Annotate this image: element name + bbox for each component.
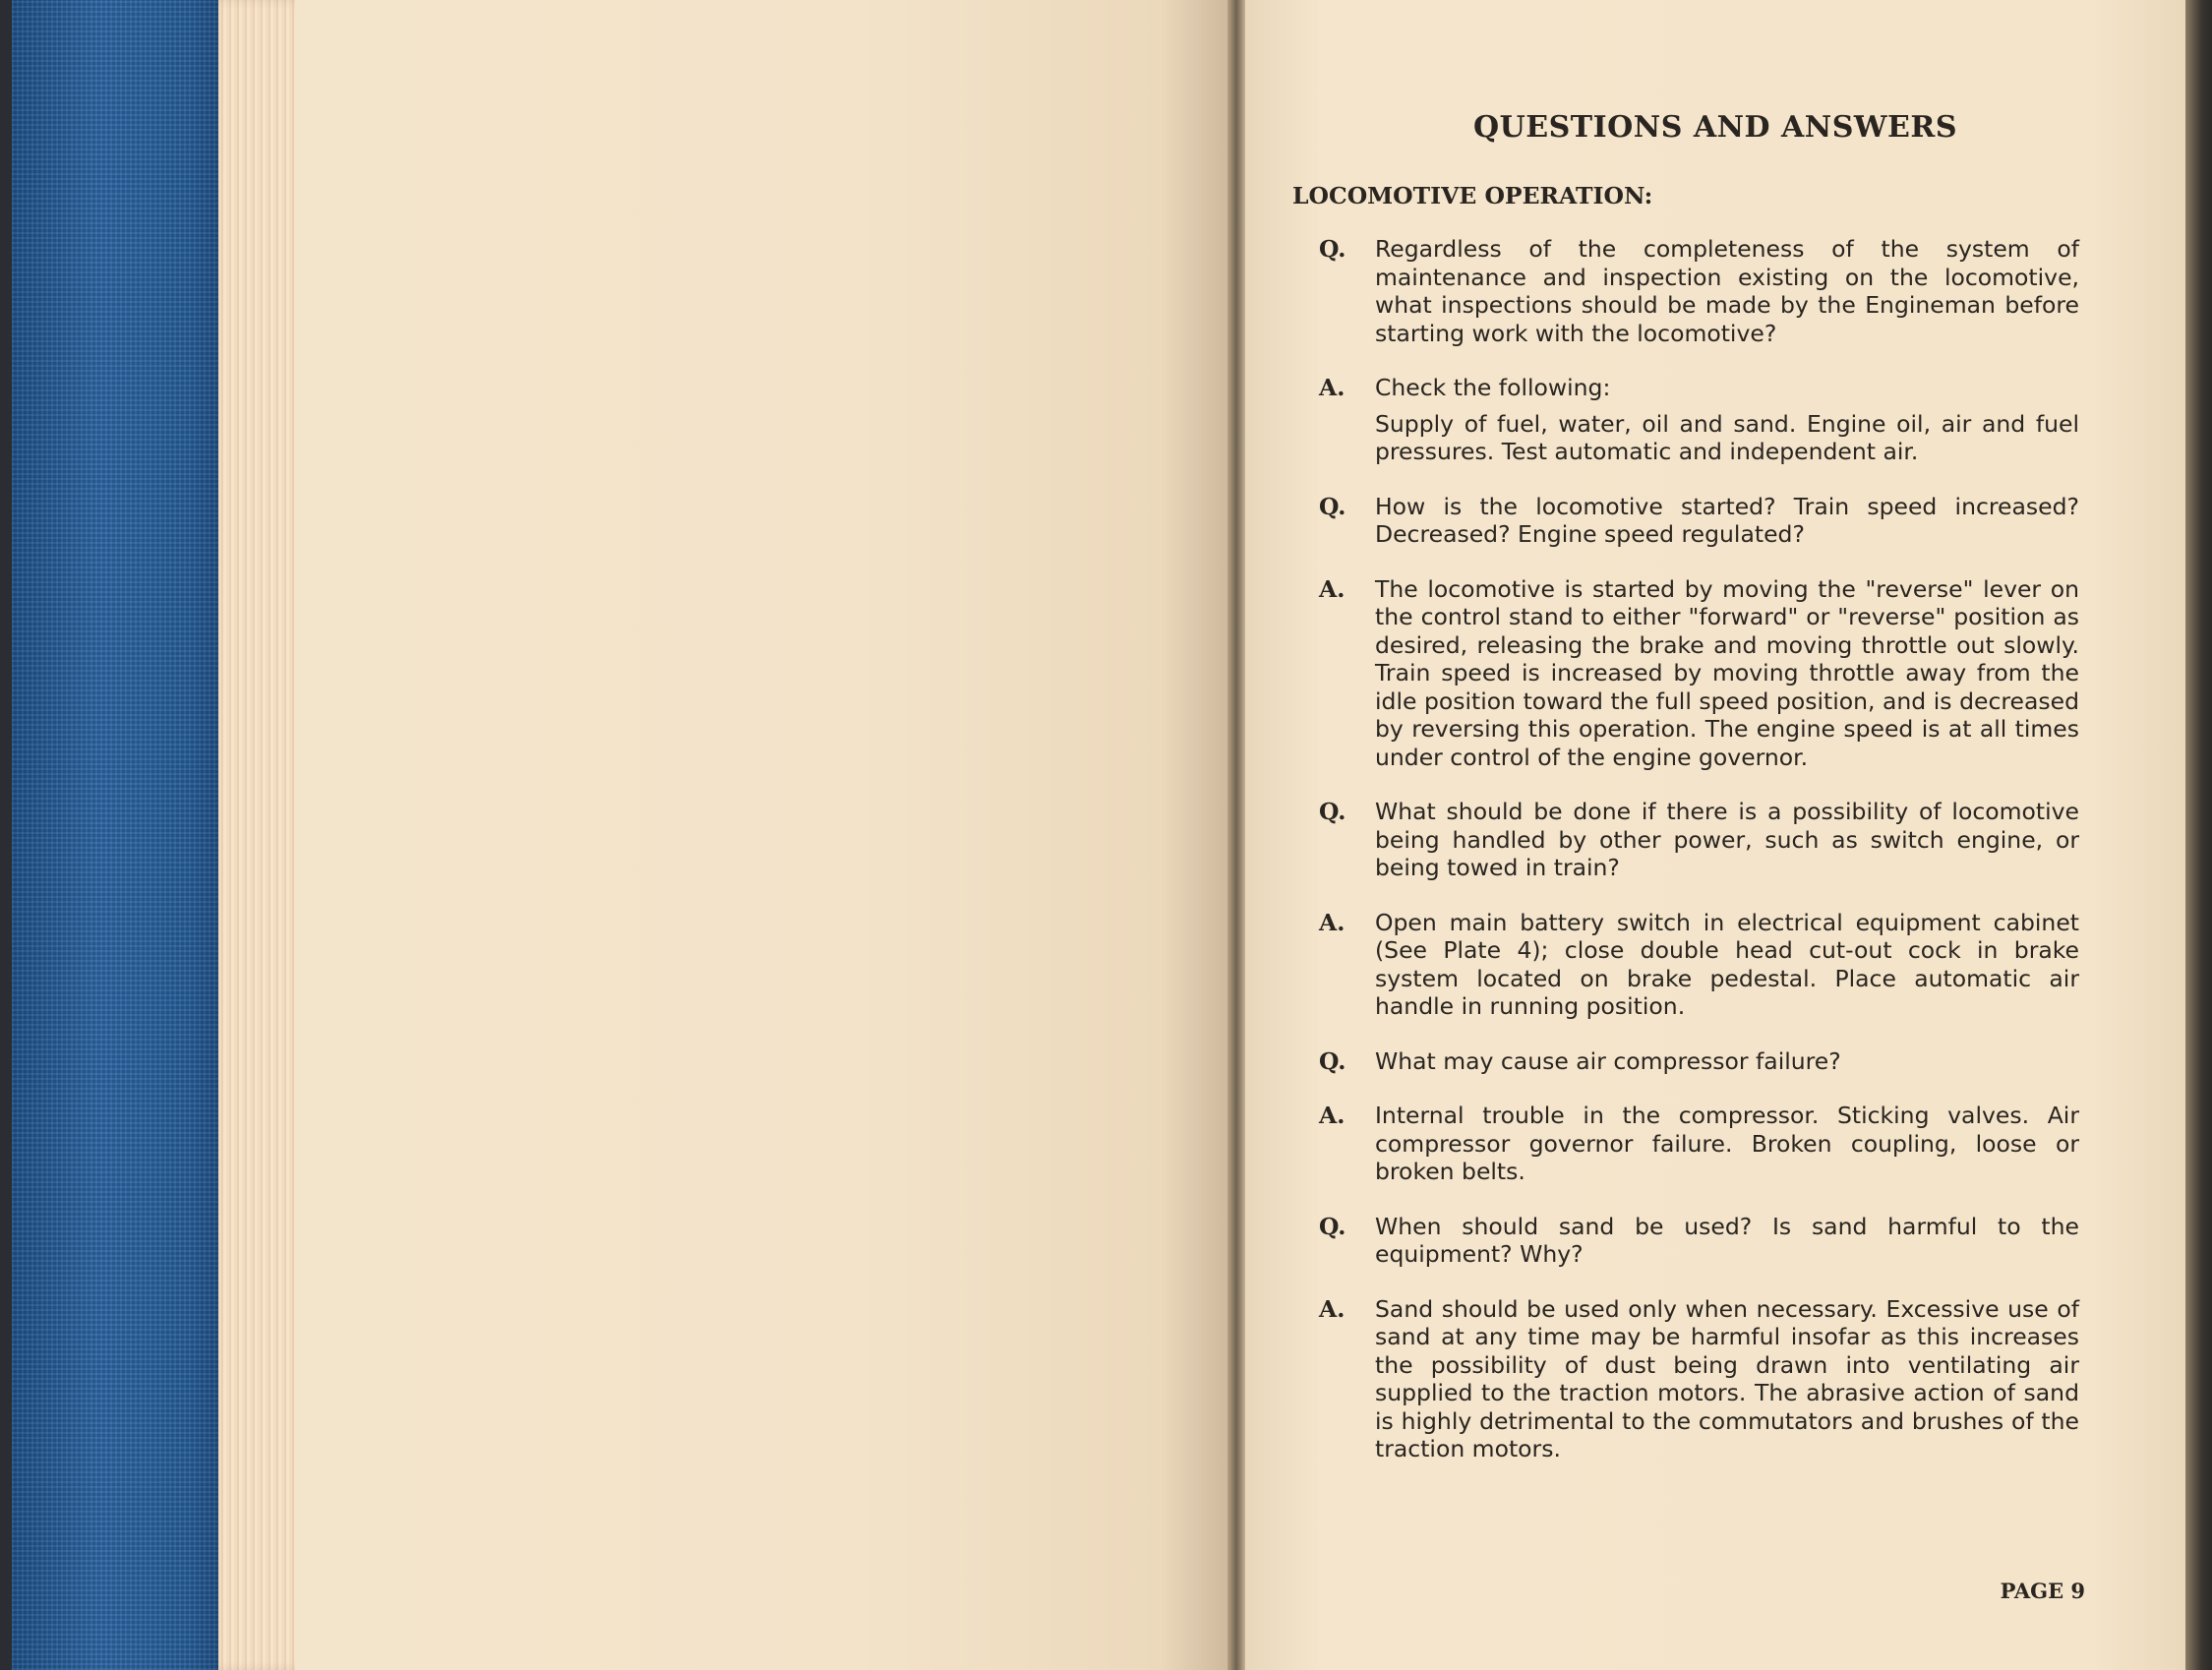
page-content bbox=[1292, 110, 2079, 1490]
qa-text bbox=[1375, 1102, 2079, 1186]
answer-item bbox=[1292, 1295, 2079, 1463]
question-item bbox=[1292, 235, 2079, 347]
qa-paragraph: How is the locomotive started? Train speed increased? Decreased? Engine speed regulated? bbox=[1375, 492, 2079, 548]
qa-paragraph: What may cause air compressor failure? bbox=[1375, 1046, 1841, 1075]
qa-marker: A. bbox=[1319, 574, 1345, 603]
qa-paragraph: Check the following: bbox=[1375, 374, 1611, 401]
question-item bbox=[1292, 1047, 2079, 1076]
qa-paragraph: When should sand be used? Is sand harmful to the equipment? Why? bbox=[1375, 1212, 2079, 1268]
qa-text bbox=[1375, 235, 2079, 347]
answer-item bbox=[1292, 1102, 2079, 1186]
qa-text bbox=[1375, 909, 2079, 1021]
answer-item bbox=[1292, 909, 2079, 1021]
qa-paragraph: Supply of fuel, water, oil and sand. Engine oil, air and fuel pressures. Test automatic and independent air. bbox=[1375, 409, 2079, 465]
qa-marker: Q. bbox=[1319, 1212, 1346, 1240]
qa-text bbox=[1375, 374, 2079, 466]
right-scan-edge bbox=[2185, 0, 2212, 1670]
qa-marker: Q. bbox=[1319, 492, 1346, 520]
qa-text bbox=[1375, 575, 2079, 772]
left-page-blank bbox=[295, 0, 1234, 1670]
qa-text bbox=[1375, 798, 2079, 882]
qa-marker: A. bbox=[1319, 1102, 1345, 1129]
qa-paragraph: Open main battery switch in electrical equipment cabinet (See Plate 4); close double head cut-out cock in brake system located on brake pedestal. Place automatic air handle in running position. bbox=[1375, 908, 2079, 1020]
qa-marker: Q. bbox=[1319, 1046, 1346, 1075]
answer-item bbox=[1292, 575, 2079, 772]
question-item bbox=[1292, 1213, 2079, 1269]
qa-text bbox=[1375, 1047, 2079, 1076]
page-stack-edge bbox=[218, 0, 307, 1670]
qa-marker: A. bbox=[1319, 374, 1345, 401]
qa-paragraph: What should be done if there is a possibility of locomotive being handled by other power, such as switch engine, or being towed in train? bbox=[1375, 798, 2079, 881]
question-item bbox=[1292, 493, 2079, 549]
qa-text bbox=[1375, 1213, 2079, 1269]
question-item bbox=[1292, 798, 2079, 882]
qa-marker: A. bbox=[1319, 1294, 1345, 1323]
answer-item bbox=[1292, 374, 2079, 466]
qa-marker: A. bbox=[1319, 908, 1345, 936]
qa-list bbox=[1292, 235, 2079, 1463]
page-number: PAGE 9 bbox=[2000, 1579, 2085, 1603]
qa-text bbox=[1375, 493, 2079, 549]
section-heading: LOCOMOTIVE OPERATION: bbox=[1292, 182, 1653, 209]
qa-marker: Q. bbox=[1319, 235, 1346, 263]
qa-paragraph: The locomotive is started by moving the "reverse" lever on the control stand to either "forward" or "reverse" position as desired, releasing the brake and moving throttle out slowly. Train speed is increased by moving throttle away from the idle position toward the full speed position, and is decreased by reversing this operation. The engine speed is at all times under control of the engine governor. bbox=[1375, 574, 2079, 771]
qa-paragraph: Internal trouble in the compressor. Sticking valves. Air compressor governor failure. Broken coupling, loose or broken belts. bbox=[1375, 1102, 2079, 1185]
qa-paragraph: Regardless of the completeness of the system of maintenance and inspection existing on the locomotive, what inspections should be made by the Engineman before starting work with the locomotive? bbox=[1375, 235, 2079, 347]
qa-text bbox=[1375, 1295, 2079, 1463]
book-gutter bbox=[1227, 0, 1247, 1670]
book-cover-edge bbox=[12, 0, 233, 1670]
qa-paragraph: Sand should be used only when necessary. Excessive use of sand at any time may be harmful insofar as this increases the possibility of dust being drawn into ventilating air supplied to the traction motors. The abrasive action of sand is highly detrimental to the commutators and brushes of the traction motors. bbox=[1375, 1294, 2079, 1462]
page-title: QUESTIONS AND ANSWERS bbox=[1472, 110, 1958, 145]
qa-marker: Q. bbox=[1319, 798, 1346, 825]
